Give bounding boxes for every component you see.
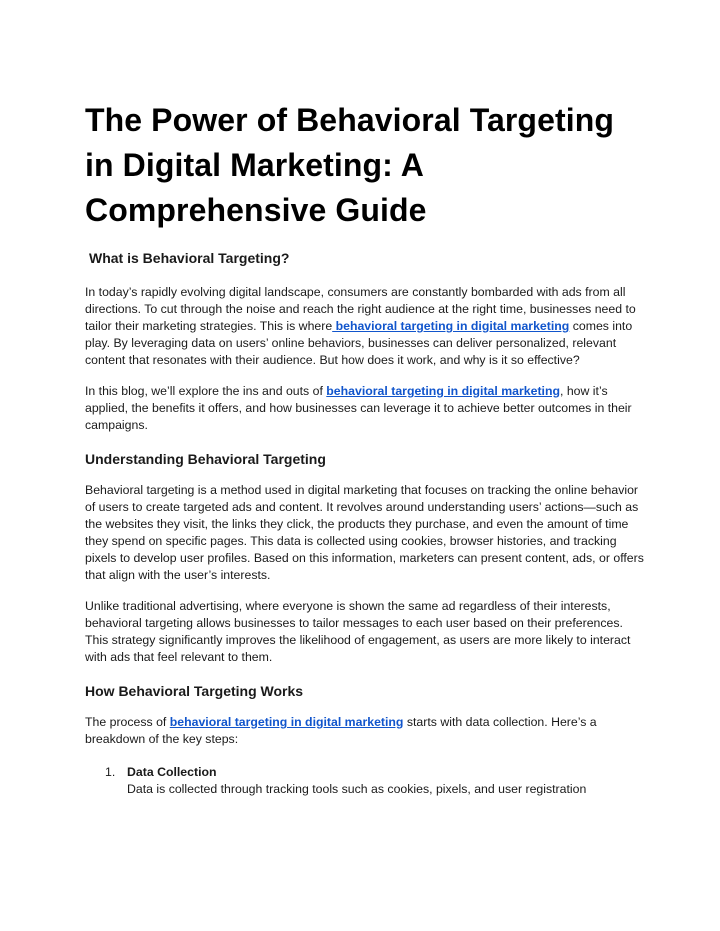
how-it-works-paragraph bbox=[85, 714, 647, 748]
list-item-title: Data Collection bbox=[127, 765, 217, 779]
intro-text-before: In today’s rapidly evolving digital landscape, consumers are constantly bombarded with ads from all directions. To cut through the noise and reach the right audience at the right time, businesses need to tailor their marketing strategies. This is where bbox=[85, 285, 636, 333]
behavioral-targeting-link-2[interactable]: behavioral targeting in digital marketing bbox=[326, 384, 560, 398]
steps-list bbox=[85, 764, 647, 798]
list-item-number: 1. bbox=[105, 765, 116, 779]
how-text-before: The process of bbox=[85, 715, 170, 729]
how-text-after: starts with data collection. Here’s a breakdown of the key steps: bbox=[85, 715, 597, 746]
section-heading-understanding: Understanding Behavioral Targeting bbox=[85, 451, 326, 467]
intro-paragraph bbox=[85, 284, 647, 369]
list-item-text: Data is collected through tracking tools such as cookies, pixels, and user registration bbox=[127, 782, 587, 796]
section-heading-what-is: What is Behavioral Targeting? bbox=[89, 250, 290, 266]
intro-text-after: comes into play. By leveraging data on users’ online behaviors, businesses can deliver personalized, relevant content that resonates with their audience. But how does it work, and why is it so effective? bbox=[85, 319, 633, 367]
understanding-paragraph-2: Unlike traditional advertising, where everyone is shown the same ad regardless of their interests, behavioral targeting allows businesses to tailor messages to each user based on their preferences. This strategy significantly improves the likelihood of engagement, as users are more likely to interact with ads that feel relevant to them. bbox=[85, 599, 631, 664]
behavioral-targeting-link-3[interactable]: behavioral targeting in digital marketing bbox=[169, 715, 404, 729]
overview-text-before: In this blog, we’ll explore the ins and outs of bbox=[85, 384, 327, 398]
overview-text-after: , how it’s applied, the benefits it offers, and how businesses can leverage it to achieve better outcomes in their campaigns. bbox=[85, 384, 632, 432]
understanding-paragraph-1: Behavioral targeting is a method used in digital marketing that focuses on tracking the online behavior of users to create targeted ads and content. It revolves around understanding users’ actions—such as the websites they visit, the links they click, the products they purchase, and even the amount of time they spend on specific pages. This data is collected using cookies, browser histories, and tracking pixels to develop user profiles. Based on this information, marketers can present content, ads, or offers that align with the user’s interests. bbox=[85, 483, 644, 582]
blog-overview-paragraph bbox=[85, 383, 647, 434]
document-title: The Power of Behavioral Targeting in Digital Marketing: A Comprehensive Guide bbox=[85, 102, 615, 228]
document-page bbox=[85, 98, 647, 798]
section-heading-how-it-works: How Behavioral Targeting Works bbox=[85, 683, 304, 699]
behavioral-targeting-link-1[interactable]: behavioral targeting in digital marketing bbox=[332, 319, 570, 333]
list-item bbox=[85, 764, 647, 798]
